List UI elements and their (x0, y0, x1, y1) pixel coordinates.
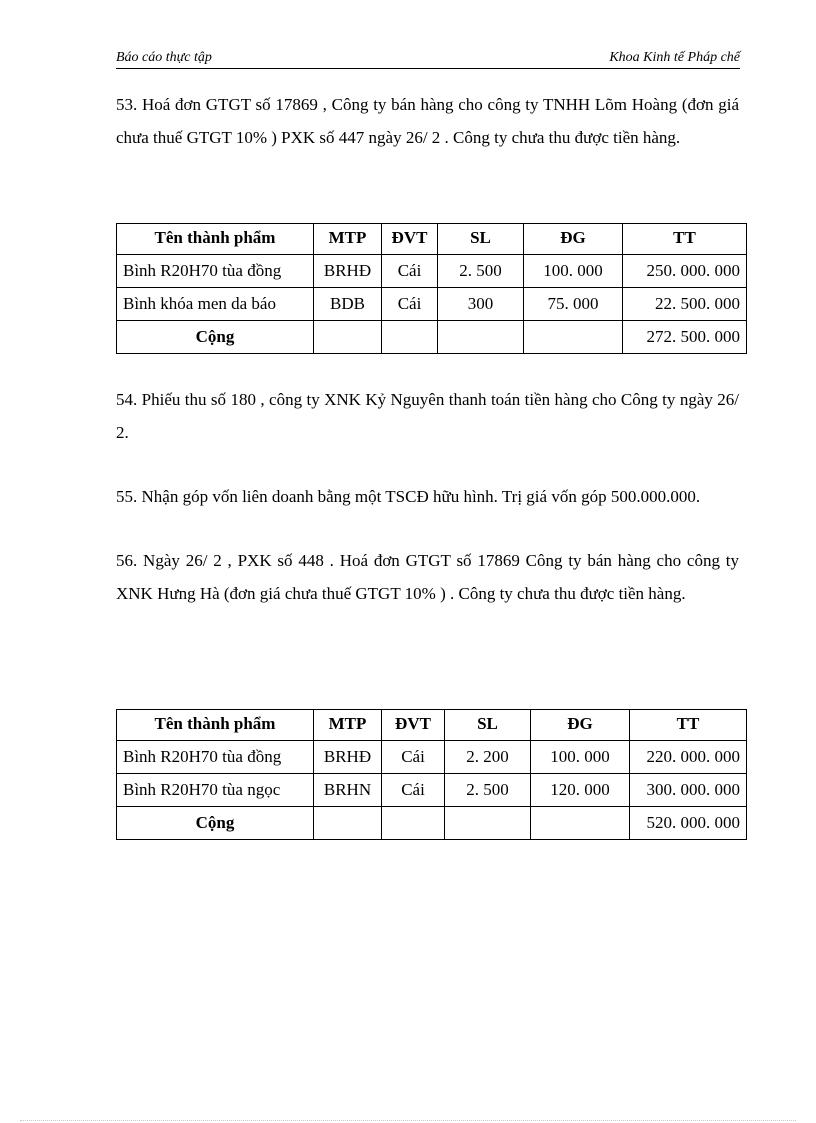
table-row (117, 774, 747, 807)
empty-cell (382, 807, 445, 840)
empty-cell (382, 321, 438, 354)
col-code: MTP (314, 710, 382, 741)
col-product-name: Tên thành phẩm (117, 710, 314, 741)
col-unit-price: ĐG (524, 224, 623, 255)
cell-unit: Cái (382, 774, 445, 807)
cell-code: BRHĐ (314, 255, 382, 288)
col-quantity: SL (438, 224, 524, 255)
col-amount: TT (630, 710, 747, 741)
table-row (117, 741, 747, 774)
cell-code: BRHĐ (314, 741, 382, 774)
cell-code: BDB (314, 288, 382, 321)
cell-quantity: 2. 200 (445, 741, 531, 774)
cell-unit: Cái (382, 741, 445, 774)
header-department: Khoa Kinh tế Pháp chế (609, 50, 740, 65)
cell-code: BRHN (314, 774, 382, 807)
table-total-row (117, 807, 747, 840)
table-row (117, 255, 747, 288)
col-unit: ĐVT (382, 710, 445, 741)
cell-amount: 22. 500. 000 (623, 288, 747, 321)
cell-quantity: 300 (438, 288, 524, 321)
total-label: Cộng (117, 807, 314, 840)
cell-unit-price: 75. 000 (524, 288, 623, 321)
page-header (116, 48, 740, 69)
cell-amount: 220. 000. 000 (630, 741, 747, 774)
entry-56: 56. Ngày 26/ 2 , PXK số 448 . Hoá đơn GTGT số 17869 Công ty bán hàng cho công ty XNK Hưng Hà (đơn giá chưa thuế GTGT 10% ) . Công ty chưa thu được tiền hàng. (116, 551, 739, 603)
total-label: Cộng (117, 321, 314, 354)
col-unit-price: ĐG (531, 710, 630, 741)
page-bottom-divider (20, 1120, 796, 1121)
table-total-row (117, 321, 747, 354)
empty-cell (314, 321, 382, 354)
table-row (117, 288, 747, 321)
col-product-name: Tên thành phẩm (117, 224, 314, 255)
empty-cell (445, 807, 531, 840)
col-code: MTP (314, 224, 382, 255)
empty-cell (531, 807, 630, 840)
invoice-table-1 (116, 223, 747, 354)
col-amount: TT (623, 224, 747, 255)
cell-quantity: 2. 500 (438, 255, 524, 288)
header-report-title: Báo cáo thực tập (116, 50, 212, 65)
empty-cell (524, 321, 623, 354)
total-amount: 520. 000. 000 (630, 807, 747, 840)
cell-unit: Cái (382, 255, 438, 288)
empty-cell (314, 807, 382, 840)
table-header-row (117, 224, 747, 255)
entry-55: 55. Nhận góp vốn liên doanh bằng một TSCĐ hữu hình. Trị giá vốn góp 500.000.000. (116, 487, 701, 506)
cell-amount: 300. 000. 000 (630, 774, 747, 807)
col-unit: ĐVT (382, 224, 438, 255)
cell-amount: 250. 000. 000 (623, 255, 747, 288)
cell-product-name: Bình khóa men da báo (117, 288, 314, 321)
cell-quantity: 2. 500 (445, 774, 531, 807)
cell-unit-price: 100. 000 (524, 255, 623, 288)
cell-unit: Cái (382, 288, 438, 321)
cell-unit-price: 120. 000 (531, 774, 630, 807)
empty-cell (438, 321, 524, 354)
entry-53: 53. Hoá đơn GTGT số 17869 , Công ty bán hàng cho công ty TNHH Lõm Hoàng (đơn giá chưa thuế GTGT 10% ) PXK số 447 ngày 26/ 2 . Công ty chưa thu được tiền hàng. (116, 95, 739, 147)
table-header-row (117, 710, 747, 741)
cell-product-name: Bình R20H70 tùa đồng (117, 255, 314, 288)
invoice-table-2 (116, 709, 747, 840)
entry-54: 54. Phiếu thu số 180 , công ty XNK Kỷ Nguyên thanh toán tiền hàng cho Công ty ngày 26/ 2. (116, 390, 739, 442)
col-quantity: SL (445, 710, 531, 741)
total-amount: 272. 500. 000 (623, 321, 747, 354)
cell-unit-price: 100. 000 (531, 741, 630, 774)
cell-product-name: Bình R20H70 tùa ngọc (117, 774, 314, 807)
cell-product-name: Bình R20H70 tùa đồng (117, 741, 314, 774)
